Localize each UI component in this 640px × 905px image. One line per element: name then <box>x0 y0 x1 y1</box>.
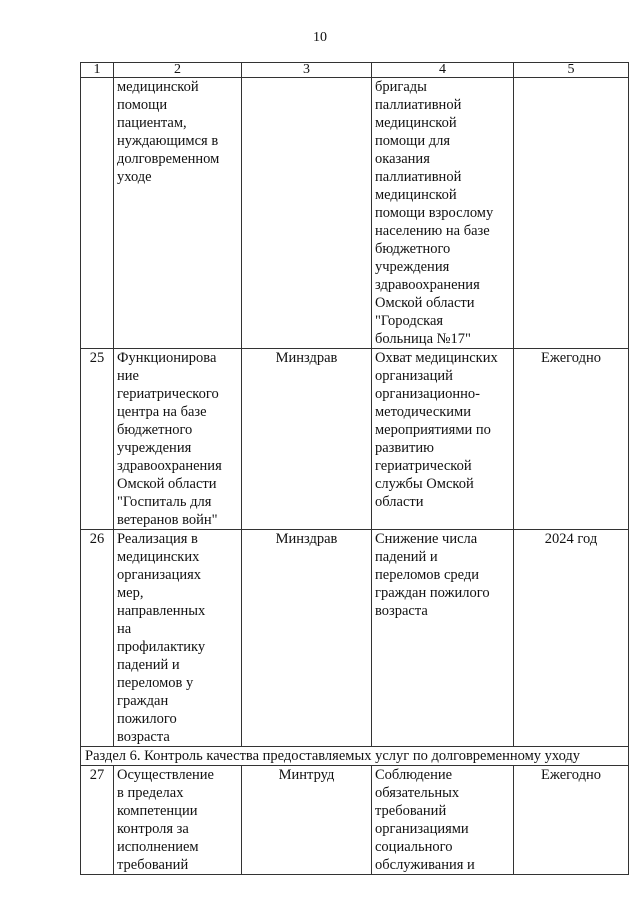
table-row <box>81 530 629 747</box>
measure-cell: Функционирова ние гериатрического центра на базе бюджетного учреждения здравоохранения Омской области "Госпиталь для ветеранов войн" <box>114 349 242 530</box>
row-number: 27 <box>81 766 114 875</box>
measure-cell: Реализация в медицинских организациях мер, направленных на профилактику падений и переломов у граждан пожилого возраста <box>114 530 242 747</box>
result-cell: Снижение числа падений и переломов среди граждан пожилого возраста <box>372 530 514 747</box>
result-cell: Соблюдение обязательных требований организациями социального обслуживания и <box>372 766 514 875</box>
header-col-2: 2 <box>114 63 242 78</box>
header-col-4: 4 <box>372 63 514 78</box>
term-cell: Ежегодно <box>514 349 629 530</box>
table-row <box>81 349 629 530</box>
executor-cell <box>242 78 372 349</box>
result-cell: бригады паллиативной медицинской помощи для оказания паллиативной медицинской помощи взрослому населению на базе бюджетного учреждения здравоохранения Омской области "Городская больница №17" <box>372 78 514 349</box>
table-header-row <box>81 63 629 78</box>
term-cell <box>514 78 629 349</box>
executor-cell: Минтруд <box>242 766 372 875</box>
row-number <box>81 78 114 349</box>
header-col-5: 5 <box>514 63 629 78</box>
row-number: 25 <box>81 349 114 530</box>
header-col-3: 3 <box>242 63 372 78</box>
page-number: 10 <box>313 30 327 45</box>
measure-cell: медицинской помощи пациентам, нуждающимся в долговременном уходе <box>114 78 242 349</box>
row-number: 26 <box>81 530 114 747</box>
table-row <box>81 766 629 875</box>
executor-cell: Минздрав <box>242 530 372 747</box>
result-cell: Охват медицинских организаций организационно- методическими мероприятиями по развитию гериатрической службы Омской области <box>372 349 514 530</box>
header-col-1: 1 <box>81 63 114 78</box>
measure-cell: Осуществление в пределах компетенции контроля за исполнением требований <box>114 766 242 875</box>
section-title: Раздел 6. Контроль качества предоставляемых услуг по долговременному уходу <box>81 747 629 766</box>
measures-table <box>80 62 629 875</box>
executor-cell: Минздрав <box>242 349 372 530</box>
term-cell: Ежегодно <box>514 766 629 875</box>
section-row <box>81 747 629 766</box>
term-cell: 2024 год <box>514 530 629 747</box>
table-row <box>81 78 629 349</box>
